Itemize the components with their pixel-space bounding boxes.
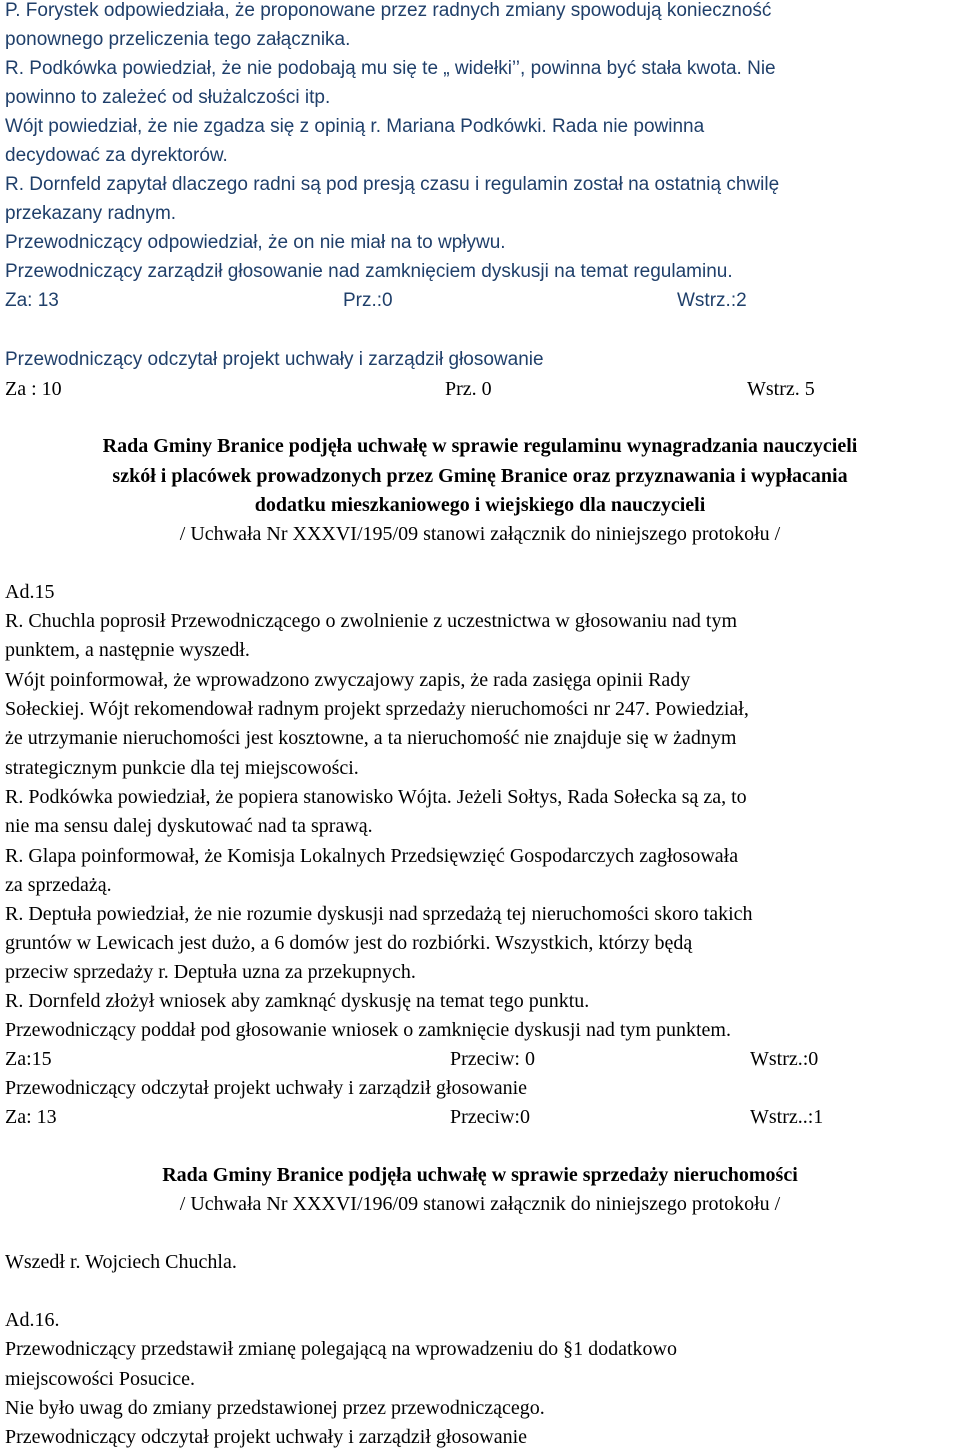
paragraph-line: za sprzedażą. [5, 874, 112, 896]
paragraph-line: Przewodniczący odpowiedział, że on nie miał na to wpływu. [5, 232, 506, 253]
paragraph-line: Sołeckiej. Wójt rekomendował radnym projekt sprzedaży nieruchomości nr 247. Powiedział, [5, 698, 749, 720]
vote-against: Prz.:0 [343, 290, 393, 311]
vote-abstain: Wstrz. 5 [747, 378, 815, 400]
section-heading: Ad.15 [5, 581, 55, 603]
paragraph-line: Przewodniczący odczytał projekt uchwały i zarządził głosowanie [5, 1426, 528, 1448]
paragraph-line: R. Deptuła powiedział, że nie rozumie dyskusji nad sprzedażą tej nieruchomości skoro takich [5, 903, 753, 925]
paragraph-line: P. Forystek odpowiedziała, że proponowane przez radnych zmiany spowodują konieczność [5, 0, 772, 21]
resolution-note: / Uchwała Nr XXXVI/196/09 stanowi załącznik do niniejszego protokołu / [179, 1193, 781, 1215]
resolution-title-line: dodatku mieszkaniowego i wiejskiego dla nauczycieli [254, 494, 706, 516]
paragraph-line: Przewodniczący odczytał projekt uchwały i zarządził głosowanie [5, 1077, 528, 1099]
vote-for: Za : 10 [5, 378, 62, 400]
vote-abstain: Wstrz..:1 [750, 1106, 824, 1128]
paragraph-line: Wójt poinformował, że wprowadzono zwyczajowy zapis, że rada zasięga opinii Rady [5, 669, 691, 691]
paragraph-line: gruntów w Lewicach jest dużo, a 6 domów jest do rozbiórki. Wszystkich, którzy będą [5, 932, 693, 954]
paragraph-line: R. Dornfeld złożył wniosek aby zamknąć dyskusję na temat tego punktu. [5, 990, 590, 1012]
paragraph-line: powinno to zależeć od służalczości itp. [5, 87, 331, 108]
vote-for: Za: 13 [5, 1106, 57, 1128]
paragraph-line: przekazany radnym. [5, 203, 177, 224]
paragraph-line: Nie było uwag do zmiany przedstawionej przez przewodniczącego. [5, 1397, 545, 1419]
paragraph-line: strategicznym punkcie dla tej miejscowości. [5, 757, 359, 779]
paragraph-line: Przewodniczący przedstawił zmianę polegającą na wprowadzeniu do §1 dodatkowo [5, 1338, 677, 1360]
vote-against: Przeciw:0 [450, 1106, 530, 1128]
paragraph-line: Przewodniczący poddał pod głosowanie wniosek o zamknięcie dyskusji nad tym punktem. [5, 1019, 731, 1041]
vote-abstain: Wstrz.:2 [677, 290, 747, 311]
paragraph-line: punktem, a następnie wyszedł. [5, 639, 250, 661]
paragraph-line: Wszedł r. Wojciech Chuchla. [5, 1251, 237, 1273]
resolution-title-line: Rada Gminy Branice podjęła uchwałę w sprawie regulaminu wynagradzania nauczycieli [102, 435, 858, 457]
paragraph-line: Przewodniczący zarządził głosowanie nad zamknięciem dyskusji na temat regulaminu. [5, 261, 733, 282]
vote-abstain: Wstrz.:0 [750, 1048, 819, 1070]
vote-against: Prz. 0 [445, 378, 492, 400]
resolution-title: Rada Gminy Branice podjęła uchwałę w sprawie sprzedaży nieruchomości [162, 1164, 798, 1186]
paragraph-line: R. Chuchla poprosił Przewodniczącego o zwolnienie z uczestnictwa w głosowaniu nad tym [5, 610, 738, 632]
paragraph-line: Przewodniczący odczytał projekt uchwały i zarządził głosowanie [5, 349, 544, 370]
paragraph-line: ponownego przeliczenia tego załącznika. [5, 29, 351, 50]
paragraph-line: że utrzymanie nieruchomości jest kosztowne, a ta nieruchomość nie znajduje się w żadnym [5, 727, 737, 749]
paragraph-line: R. Podkówka powiedział, że popiera stanowisko Wójta. Jeżeli Sołtys, Rada Sołecka są za, to [5, 786, 747, 808]
paragraph-line: R. Glapa poinformował, że Komisja Lokalnych Przedsięwzięć Gospodarczych zagłosowała [5, 845, 739, 867]
paragraph-line: Wójt powiedział, że nie zgadza się z opinią r. Mariana Podkówki. Rada nie powinna [5, 116, 705, 137]
vote-against: Przeciw: 0 [450, 1048, 535, 1070]
paragraph-line: nie ma sensu dalej dyskutować nad ta sprawą. [5, 815, 373, 837]
resolution-title-line: szkół i placówek prowadzonych przez Gminę Branice oraz przyznawania i wypłacania [112, 465, 848, 487]
section-heading: Ad.16. [5, 1309, 60, 1331]
resolution-note: / Uchwała Nr XXXVI/195/09 stanowi załącznik do niniejszego protokołu / [179, 523, 781, 545]
paragraph-line: przeciw sprzedaży r. Deptuła uzna za przekupnych. [5, 961, 416, 983]
paragraph-line: miejscowości Posucice. [5, 1368, 195, 1390]
paragraph-line: decydować za dyrektorów. [5, 145, 228, 166]
vote-for: Za:15 [5, 1048, 52, 1070]
paragraph-line: R. Podkówka powiedział, że nie podobają mu się te „ widełki’’, powinna być stała kwota. Nie [5, 58, 776, 79]
vote-for: Za: 13 [5, 290, 59, 311]
paragraph-line: R. Dornfeld zapytał dlaczego radni są pod presją czasu i regulamin został na ostatnią chwilę [5, 174, 780, 195]
